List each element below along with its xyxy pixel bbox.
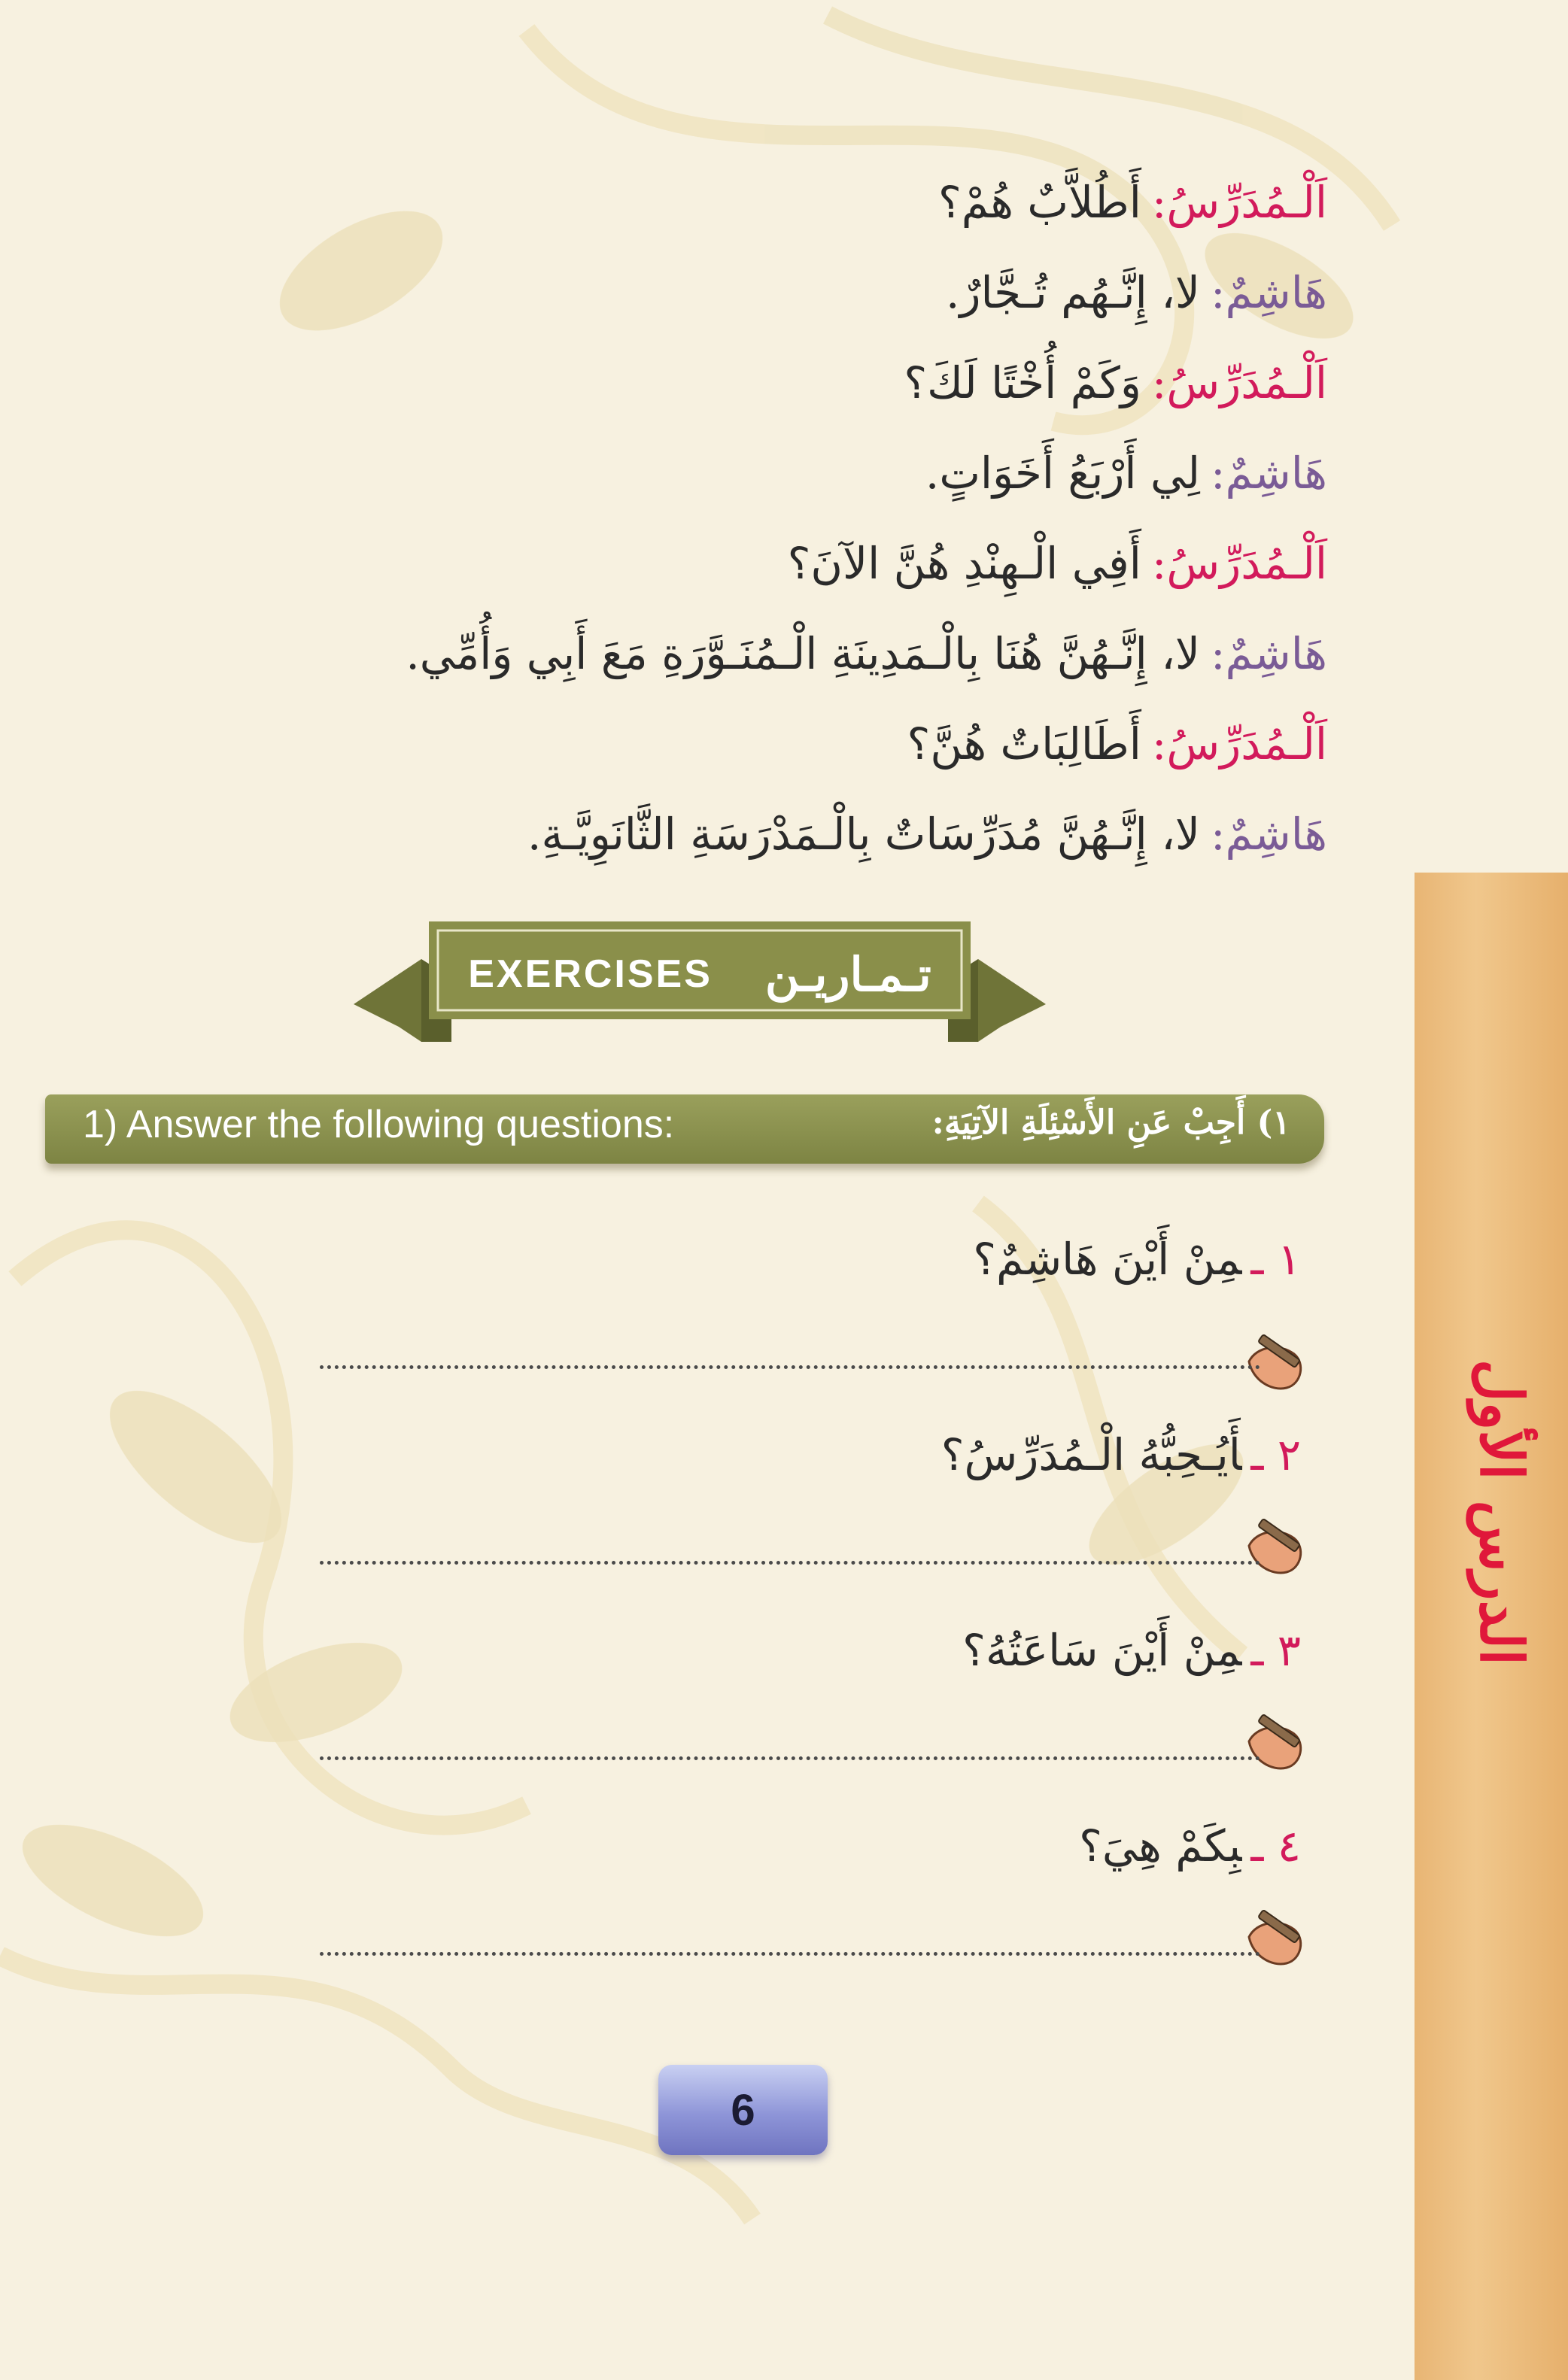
dialogue-text: لا، إِنَّـهُنَّ هُنَا بِالْـمَدِينَةِ الْـمُنَـوَّرَةِ مَعَ أَبِي وَأُمِّي. [406, 628, 1200, 679]
speaker-label: هَاشِمٌ: [1211, 809, 1327, 860]
dialogue-line [788, 538, 1327, 589]
dialogue-text: وَكَمْ أُخْتًا لَكَ؟ [904, 357, 1141, 408]
question-number: ٤ ـ [1250, 1820, 1301, 1872]
page-number: 6 [658, 2065, 828, 2155]
pencil-hand-icon [1241, 1711, 1311, 1774]
question-text: مِنْ أَيْنَ سَاعَتُهُ؟ [962, 1625, 1242, 1676]
question-item [1079, 1820, 1301, 1872]
exercise-instruction-bar [45, 1094, 1324, 1164]
pencil-hand-icon [1241, 1907, 1311, 1970]
dialogue-text: أَطَالِبَاتٌ هُنَّ؟ [907, 718, 1141, 770]
speaker-label: هَاشِمٌ: [1211, 448, 1327, 499]
pencil-hand-icon [1241, 1516, 1311, 1579]
dialogue-line [938, 177, 1327, 228]
dialogue-line [406, 628, 1327, 679]
question-text: مِنْ أَيْنَ هَاشِمٌ؟ [973, 1234, 1242, 1285]
dialogue-line [907, 718, 1327, 770]
dialogue-text: لِي أَرْبَعُ أَخَوَاتٍ. [925, 448, 1200, 499]
dialogue-text: أَفِي الْـهِنْدِ هُنَّ الآنَ؟ [787, 538, 1141, 589]
exercises-heading-arabic: تـمـاريـن [764, 946, 931, 1002]
answer-line[interactable] [320, 1365, 1260, 1369]
dialogue-text: لا، إِنَّـهُم تُـجَّارٌ. [946, 267, 1200, 318]
dialogue-line [527, 809, 1327, 860]
instruction-english: 1) Answer the following questions: [83, 1103, 675, 1146]
question-number: ١ ـ [1250, 1234, 1301, 1285]
dialogue-text: لا، إِنَّـهُنَّ مُدَرِّسَاتٌ بِالْـمَدْرَسَةِ الثَّانَوِيَّـةِ. [527, 809, 1200, 860]
speaker-label: اَلْـمُدَرِّسُ: [1151, 357, 1327, 408]
question-number: ٣ ـ [1250, 1625, 1301, 1676]
dialogue-line [925, 448, 1327, 499]
answer-line[interactable] [320, 1952, 1260, 1956]
dialogue-line [946, 267, 1327, 318]
dialogue-line [904, 357, 1327, 408]
question-number: ٢ ـ [1250, 1429, 1301, 1480]
question-item [973, 1234, 1301, 1285]
pencil-hand-icon [1241, 1331, 1311, 1395]
speaker-label: اَلْـمُدَرِّسُ: [1151, 718, 1327, 770]
answer-line[interactable] [320, 1561, 1260, 1565]
answer-line[interactable] [320, 1756, 1260, 1760]
exercises-heading-english: EXERCISES [468, 952, 713, 996]
instruction-arabic: ١) أَجِبْ عَنِ الأَسْئِلَةِ الآتِيَةِ: [931, 1103, 1290, 1142]
lesson-title: الدرس الأول [1466, 1358, 1536, 1665]
speaker-label: اَلْـمُدَرِّسُ: [1151, 538, 1327, 589]
question-text: بِكَمْ هِيَ؟ [1079, 1820, 1242, 1872]
exercises-heading [444, 940, 956, 1008]
question-text: أَيُـحِبُّهُ الْـمُدَرِّسُ؟ [940, 1429, 1242, 1480]
question-item [962, 1625, 1301, 1676]
speaker-label: هَاشِمٌ: [1211, 267, 1327, 318]
dialogue-text: أَطُلاَّبٌ هُمْ؟ [937, 177, 1141, 228]
speaker-label: هَاشِمٌ: [1211, 628, 1327, 679]
speaker-label: اَلْـمُدَرِّسُ: [1151, 177, 1327, 228]
question-item [941, 1429, 1301, 1480]
